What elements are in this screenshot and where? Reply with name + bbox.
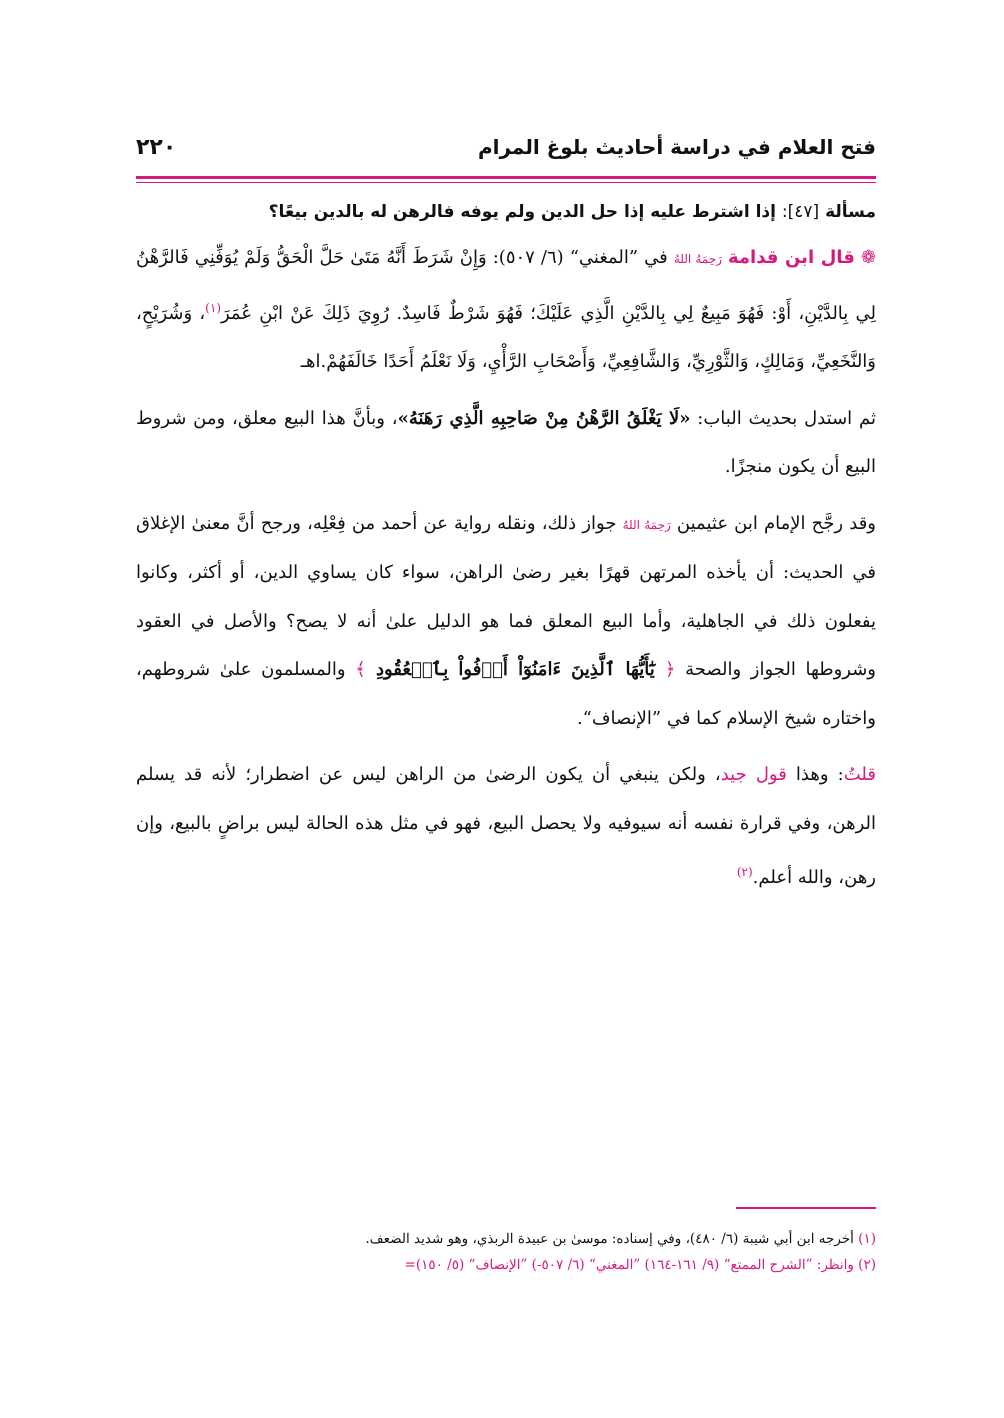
quran-brace-open: ﴿	[664, 659, 676, 680]
quote-text-a: وَإِنْ شَرَطَ أَنَّهُ مَتَىٰ حَلَّ الْحَقُّ وَلَمْ يُوَفِّنِي فَالرَّهْنُ لِي بِالدَّيْنِ، أَوْ: فَهُوَ مَبِيعٌ لِي بِالدَّيْنِ الَّذِي عَلَيْكَ؛ فَهُوَ شَرْطٌ فَاسِدٌ. رُوِيَ ذَلِكَ عَنْ ابْنِ عُمَرَ	[136, 247, 876, 324]
footnote-2	[110, 1252, 876, 1278]
footnote-1-text: أخرجه ابن أبي شيبة (٦/ ٤٨٠)، وفي إسناده: موسىٰ بن عبيدة الربذي، وهو شديد الضعف.	[365, 1231, 859, 1247]
quote-text-b: ، وَشُرَيْحٍ، وَالنَّخَعِيِّ، وَمَالِكٍ، وَالثَّوْرِيِّ، وَالشَّافِعِيِّ، وَأَصْحَابِ الرَّأْيِ، وَلَا نَعْلَمُ أَحَدًا خَالَفَهُمْ.اهـ	[136, 302, 876, 372]
flower-ornament-icon: ❁	[860, 247, 876, 268]
question-label: مسألة	[825, 202, 876, 222]
comment-text-b: ، ولكن ينبغي أن يكون الرضىٰ من الراهن ليس عن اضطرار؛ لأنه قد يسلم الرهن، وفي قرارة نفسه أنه سيوفيه ولا يحصل البيع، فهو في مثل هذه الحالة ليس براضٍ بالبيع، وإن رهن، والله أعلم.	[136, 764, 876, 888]
argument-paragraph	[136, 395, 876, 492]
author-comment-paragraph	[136, 751, 876, 903]
running-header	[136, 122, 876, 172]
hadith-quote: «لَا يَغْلَقُ الرَّهْنُ مِنْ صَاحِبِهِ الَّذِي رَهَنَهُ»	[397, 407, 691, 429]
honorific-glyph: رَحِمَهُ اللهُ	[622, 517, 671, 532]
argument-text-b: ، وبأنَّ هذا البيع معلق، ومن شروط البيع أن يكون منجزًا.	[136, 407, 876, 477]
opinion-text-a: وقد رجَّح الإمام ابن عثيمين	[670, 512, 876, 534]
question-heading	[136, 190, 876, 234]
question-text: إذا اشترط عليه إذا حل الدين ولم يوفه فالرهن له بالدين بيعًا؟	[268, 202, 776, 222]
footnote-2-text: وانظر: ”الشرح الممتع“ (٩/ ١٦١-١٦٤) ”المغني“ (٦/ ٥٠٧-) ”الإنصاف“ (٥/ ١٥٠)=	[404, 1257, 859, 1273]
qultu-label: قلتُ	[843, 764, 876, 785]
footnote-ref-2[interactable]: (٢)	[736, 865, 753, 879]
argument-text-a: ثم استدل بحديث الباب:	[690, 407, 876, 429]
header-rule	[136, 176, 876, 179]
footnotes	[110, 1226, 876, 1278]
page-number: ٢٢٠	[136, 134, 177, 160]
header-rule-thin	[136, 182, 876, 183]
honorific-glyph: رَحِمَهُ اللهُ	[673, 252, 722, 266]
comment-text-a: : وهذا	[786, 764, 844, 785]
quote-paragraph	[136, 234, 876, 387]
page-body	[136, 190, 876, 903]
opinion-paragraph	[136, 500, 876, 744]
source-citation: في ”المغني“ (٦/ ٥٠٧):	[486, 247, 674, 268]
footnote-1-number: (١)	[858, 1231, 876, 1247]
quran-brace-close: ﴾	[355, 659, 366, 680]
footnote-1	[110, 1226, 876, 1252]
question-number: [٤٧]:	[781, 202, 820, 222]
quran-verse: يَٰٓأَيُّهَا ٱلَّذِينَ ءَامَنُوٓاْ أَوۡفُواْ بِٱلۡعُقُودِ	[365, 659, 665, 680]
footnote-separator	[736, 1207, 876, 1209]
opinion-text-b: جواز ذلك، ونقله رواية عن أحمد من فِعْلِه، ورجح أنَّ معنىٰ الإغلاق في الحديث: أن يأخذه المرتهن قهرًا بغير رضىٰ الراهن، سواء كان يساوي الدين، أو أكثر، وكانوا يفعلون ذلك في الجاهلية، وأما البيع المعلق فما هو الدليل علىٰ أنه لا يصح؟ والأصل في العقود وشروطها الجواز والصحة	[136, 512, 876, 680]
footnote-2-number: (٢)	[858, 1257, 876, 1273]
good-opinion-label: قول جيد	[720, 764, 787, 785]
footnote-ref-1[interactable]: (١)	[205, 300, 221, 315]
book-title: فتح العلام في دراسة أحاديث بلوغ المرام	[477, 135, 876, 159]
opinion-text-c: والمسلمون علىٰ شروطهم، واختاره شيخ الإسلام كما في ”الإنصاف“.	[136, 659, 876, 729]
scholar-name: قال ابن قدامة	[727, 247, 855, 268]
